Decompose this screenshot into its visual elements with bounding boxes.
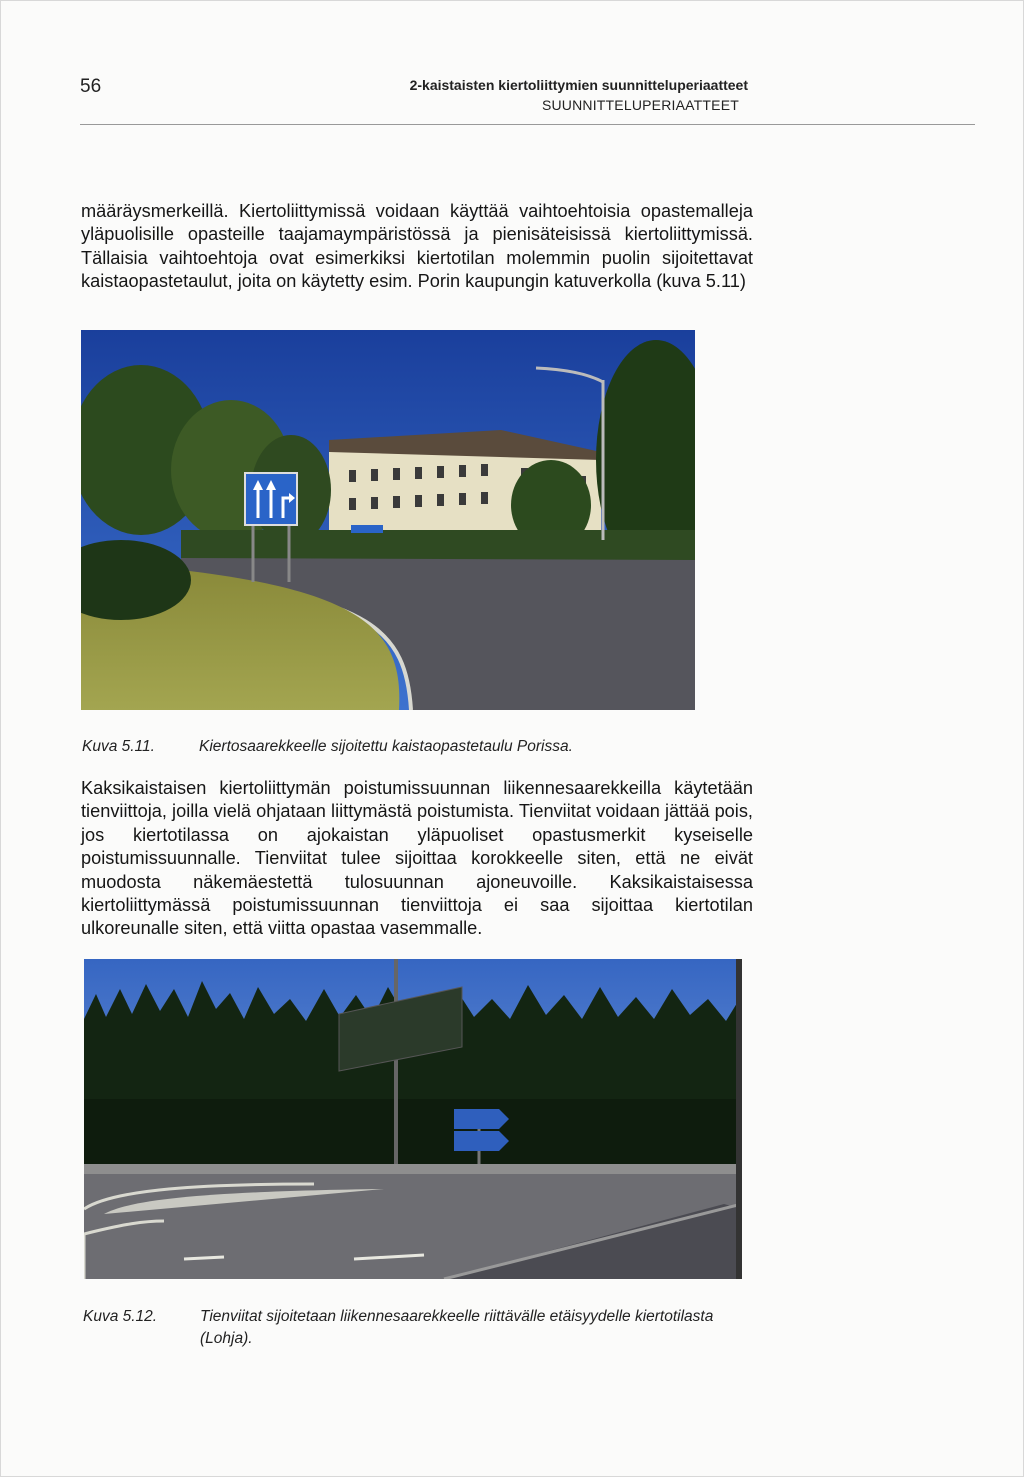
figure-5-11-label: Kuva 5.11.: [82, 738, 155, 755]
figure-5-12-caption: Tienviitat sijoitetaan liikennesaarekkeelle riittävälle etäisyydelle kiertotilasta (Lohja).: [200, 1308, 714, 1347]
body-paragraph-1: määräysmerkeillä. Kiertoliittymissä voidaan käyttää vaihtoehtoisia opastemalleja yläpuolisille opasteille taajamaympäristössä ja pienisäteisissä kiertoliittymissä. Tällaisia vaihtoehtoja ovat esimerkiksi kiertotilan molemmin puolin sijoitettavat kaistaopastetaulut, joita on käytetty esim. Porin kaupungin katuverkolla (kuva 5.11): [81, 201, 753, 292]
road-direction-signs-photo: [84, 959, 742, 1279]
header-divider: [80, 124, 975, 125]
body-paragraph-2: Kaksikaistaisen kiertoliittymän poistumissuunnan liikennesaarekkeilla käytetään tienviittoja, joilla vielä ohjataan liittymästä poistumista. Tienviitat voidaan jättää pois, jos kiertotilassa on ajokaistan yläpuoliset opastusmerkit kyseiselle poistumissuunnalle. Tienviitat tulee sijoittaa korokkeelle siten, että ne eivät muodosta näkemäestettä tulosuunnan ajoneuvoille. Kaksikaistaisessa kiertoliittymässä poistumissuunnan tienviittoja ei saa sijoittaa kiertotilan ulkoreunalle siten, että viitta opastaa vasemmalle.: [81, 778, 753, 939]
running-header-title: 2-kaistaisten kiertoliittymien suunnitteluperiaatteet: [409, 77, 748, 93]
roundabout-lane-sign-photo: [81, 330, 695, 710]
running-header-subtitle: SUUNNITTELUPERIAATTEET: [541, 97, 739, 113]
figure-5-12-label: Kuva 5.12.: [83, 1308, 158, 1325]
figure-5-11-caption: Kiertosaarekkeelle sijoitettu kaistaopastetaulu Porissa.: [199, 738, 573, 755]
page-number: 56: [80, 76, 102, 97]
